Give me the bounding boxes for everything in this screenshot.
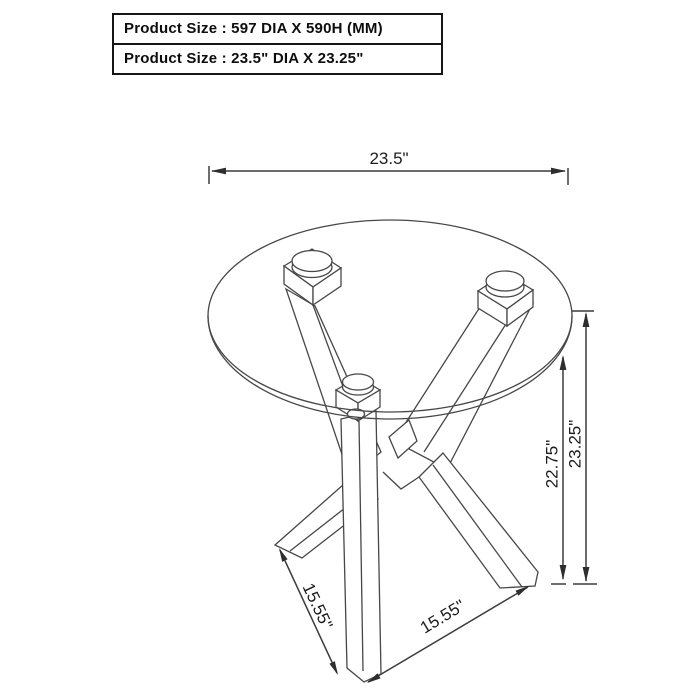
dimension-label-top-diameter: 23.5" — [369, 149, 409, 168]
dimension-leg-span-right — [367, 586, 529, 683]
dimension-label-overall-height: 23.25" — [565, 419, 585, 469]
right-leg — [383, 271, 538, 588]
dimension-overall-height — [565, 311, 597, 584]
dimension-underside-height — [542, 355, 566, 584]
front-leg — [336, 374, 381, 682]
dimension-label-underside-height: 22.75" — [542, 439, 562, 489]
dimension-top-diameter — [209, 149, 568, 185]
spec-row-imperial: Product Size : 23.5" DIA X 23.25" — [124, 50, 364, 67]
dimension-label-leg-span-right: 15.55" — [416, 596, 469, 638]
spec-row-metric: Product Size : 597 DIA X 590H (MM) — [114, 15, 441, 45]
dimension-label-leg-span-left: 15.55" — [298, 580, 337, 633]
dimension-leg-span-left — [279, 548, 338, 675]
